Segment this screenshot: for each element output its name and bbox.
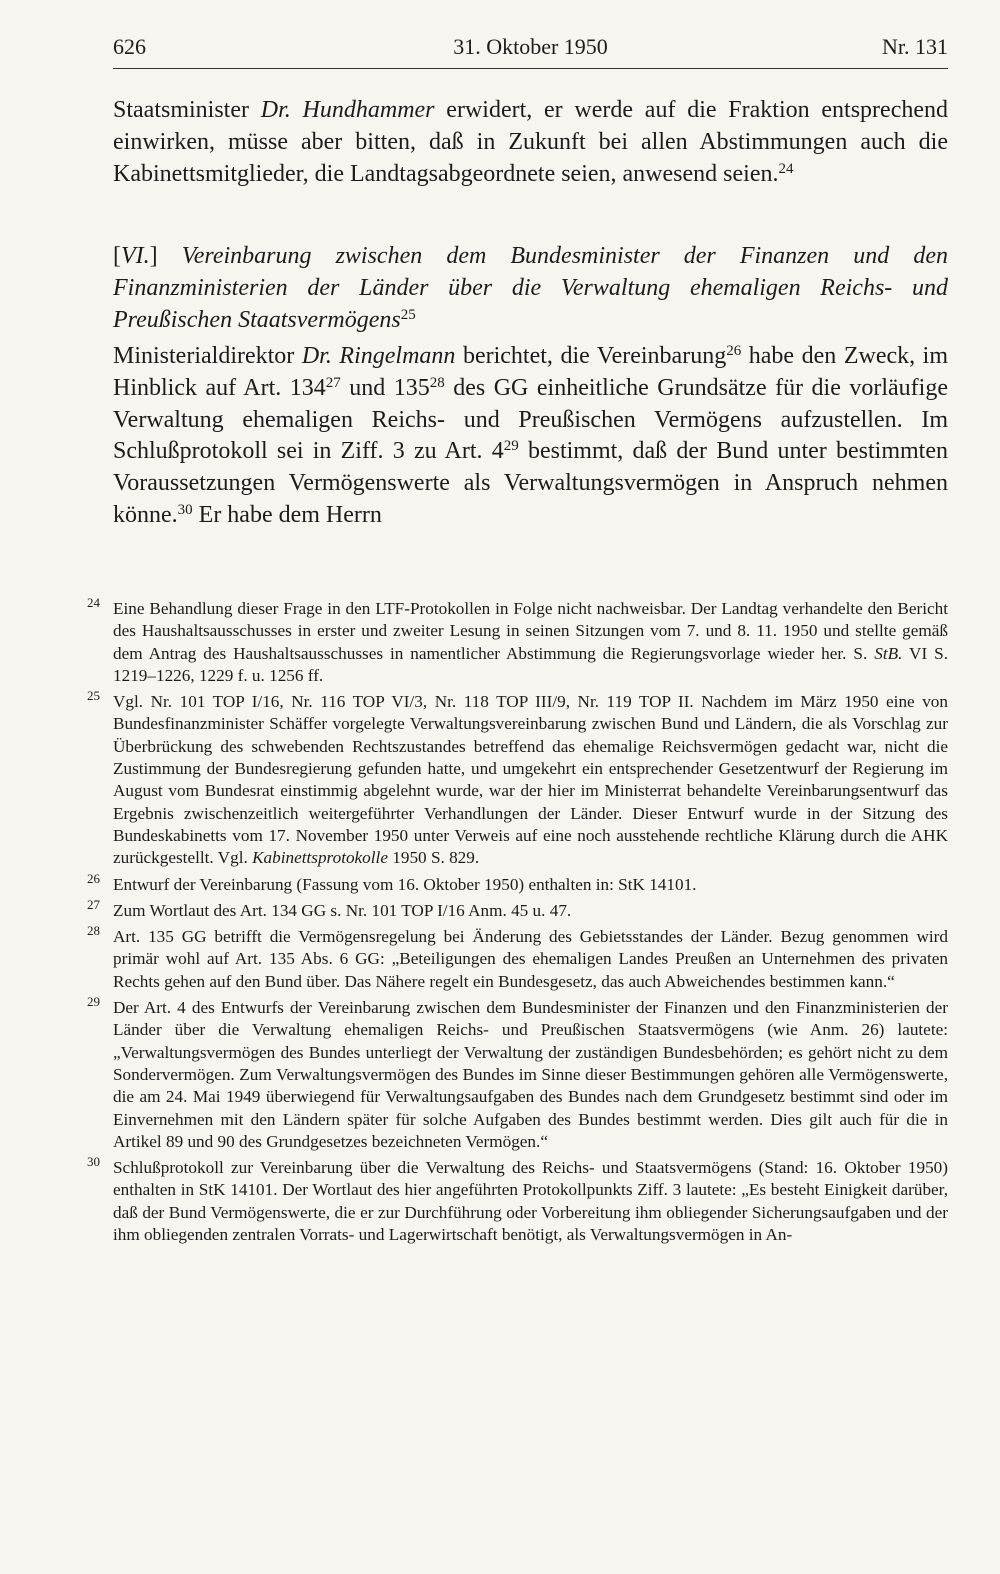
agenda-numeral: VI.: [121, 243, 150, 269]
footnote-text: Zum Wortlaut des Art. 134 GG s. Nr. 101 TOP I/16 Anm. 45 u. 47.: [113, 900, 572, 920]
running-header: [113, 32, 948, 69]
bracket: ]: [149, 243, 182, 269]
footnote: [87, 870, 948, 896]
footnote-ref: 29: [503, 438, 519, 455]
footnote-number: 25: [87, 688, 100, 704]
text-run: habe den Zweck, im Hinblick auf Art. 134: [113, 343, 949, 401]
text-run: Ministerialdirektor: [113, 343, 302, 369]
agenda-title: Vereinbarung zwischen dem Bundesminister der Finanzen und den Finanzministerien der Länder über die Verwaltung ehemaligen Reichs- und Preußischen Staatsvermögens: [113, 243, 948, 333]
footnote: [87, 1154, 948, 1246]
footnote-number: 27: [87, 896, 100, 912]
speaker-title: Dr.: [260, 97, 303, 123]
footnotes: [87, 595, 948, 1250]
footnote-citation: Kabinettsprotokolle: [252, 848, 388, 868]
footnote-text: VI S. 1219–1226, 1229 f. u. 1256 ff.: [113, 643, 948, 685]
footnote: [87, 994, 948, 1153]
text-run: des GG einheitliche Grundsätze für die vorläufige Verwaltung ehemaligen Reichs- und Preußischen Vermögens aufzustellen. Im Schlußprotokoll sei in Ziff. 3 zu Art. 4: [113, 374, 948, 465]
footnote-text: Der Art. 4 des Entwurfs der Vereinbarung zwischen dem Bundesminister der Finanzen und den Finanzministerien der Länder über die Verwaltung ehemaligen Reichs- und Preußischen Staatsvermögens (wie Anm. 26) lautete: „Verwaltungsvermögen des Bundes unterliegt der Verwaltung der zuständigen Bundesbehörden; es gehört nicht zu dem Sondervermögen. Zum Verwaltungsvermögen des Bundes im Sinne dieser Bestimmungen gehören alle Vermögenswerte, die am 24. Mai 1949 überwiegend für Verwaltungsaufgaben des Bundes nach dem Grundgesetz bestimmt sind oder im Einvernehmen mit den Ländern später für solche Aufgaben des Bundes bestimmt werden. Dies gilt auch für die in Artikel 89 und 90 des Grundgesetzes bezeichneten Vermögen.“: [113, 998, 948, 1151]
footnote: [87, 688, 948, 869]
footnote-ref: 25: [400, 306, 416, 323]
footnote-ref: 24: [778, 160, 794, 177]
footnote-ref: 27: [325, 374, 341, 391]
header-date: 31. Oktober 1950: [453, 34, 608, 59]
speaker-name: Hundhammer: [302, 97, 435, 123]
footnote-ref: 28: [429, 374, 445, 391]
speaker-title: Dr.: [301, 343, 340, 369]
document-number: Nr. 131: [882, 34, 948, 59]
footnote: [87, 896, 948, 922]
footnote: [87, 923, 948, 993]
text-run: Er habe dem Herrn: [192, 501, 382, 528]
speaker-name: Ringelmann: [339, 343, 456, 369]
agenda-item-heading: [113, 241, 948, 336]
paragraph-hundhammer: [113, 95, 948, 190]
footnote-number: 26: [87, 870, 100, 886]
footnote-ref: 26: [726, 343, 742, 359]
footnote-text: Entwurf der Vereinbarung (Fassung vom 16. Oktober 1950) enthalten in: StK 14101.: [113, 874, 697, 894]
footnote-number: 29: [87, 994, 100, 1010]
text-run: berichtet, die Vereinbarung: [455, 343, 727, 369]
text-run: und 135: [340, 374, 430, 401]
footnote-number: 28: [87, 923, 100, 939]
text-run: erwidert, er werde auf die Fraktion entsprechend einwirken, müsse aber bitten, daß in Zukunft bei allen Abstimmungen auch die Kabinettsmitglieder, die Landtagsabgeordnete seien, anwesend seien.: [113, 97, 948, 187]
bracket: [: [113, 243, 121, 269]
text-run: bestimmt, daß der Bund unter bestimmten Voraussetzungen Vermögenswerte als Verwaltungsvermögen in Anspruch nehmen könne.: [113, 438, 948, 528]
footnote-text: Eine Behandlung dieser Frage in den LTF-Protokollen in Folge nicht nachweisbar. Der Landtag verhandelte den Bericht des Haushaltsausschusses in erster und zweiter Lesung in seinen Sitzungen vom 7. und 8. 11. 1950 und stellte gemäß dem Antrag des Haushaltsausschusses in namentlicher Abstimmung die Regierungsvorlage wieder her. S.: [113, 599, 948, 663]
footnote-number: 24: [87, 595, 100, 610]
text-run: Staatsminister: [113, 97, 261, 123]
footnote-text: Art. 135 GG betrifft die Vermögensregelung bei Änderung des Gebietsstandes der Länder. Bezug genommen wird primär wohl auf Art. 135 Abs. 6 GG: „Beteiligungen des ehemaligen Landes Preußen an Unternehmen des privaten Rechts gehen auf den Bund über. Das Nähere regelt ein Bundesgesetz, das auch Abweichendes bestimmen kann.“: [113, 927, 948, 991]
paragraph-ringelmann: [113, 341, 948, 532]
page-number: 626: [113, 34, 146, 59]
footnote-text: Vgl. Nr. 101 TOP I/16, Nr. 116 TOP VI/3, Nr. 118 TOP III/9, Nr. 119 TOP II. Nachdem im März 1950 eine von Bundesfinanzminister Schäffer vorgelegte Verwaltungsvereinbarung zwischen Bund und Ländern, die als Vorschlag zur Überbrückung des schwebenden Rechtszustandes betreffend das ehemalige Reichsvermögen gedacht war, nicht die Zustimmung der Bundesregierung gefunden hatte, und umgekehrt ein entsprechender Gesetzentwurf der Regierung im August vom Bundesrat einstimmig abgelehnt wurde, war der hier im Ministerrat behandelte Vereinbarungsentwurf das Ergebnis zwischenzeitlich weitergeführter Verhandlungen der Länder. Dieser Entwurf wurde in der Sitzung des Bundeskabinetts vom 17. November 1950 unter Verweis auf eine noch ausstehende rechtliche Klärung durch die AHK zurückgestellt. Vgl.: [113, 692, 948, 868]
footnote-ref: 30: [177, 501, 193, 518]
footnote-text: Schlußprotokoll zur Vereinbarung über die Verwaltung des Reichs- und Staatsvermögens (Stand: 16. Oktober 1950) enthalten in StK 14101. Der Wortlaut des hier angeführten Protokollpunkts Ziff. 3 lautete: „Es besteht Einigkeit darüber, daß der Bund Vermögenswerte, die er zur Durchführung oder Vorbereitung ihm obliegender Sicherungsaufgaben und der ihm obliegenden zentralen Vorrats- und Lagerwirtschaft benötigt, als Verwaltungsvermögen in An-: [113, 1158, 948, 1245]
footnote: [87, 595, 948, 687]
footnote-citation: StB.: [874, 643, 903, 663]
footnote-number: 30: [87, 1154, 100, 1170]
footnote-text: 1950 S. 829.: [387, 848, 480, 868]
